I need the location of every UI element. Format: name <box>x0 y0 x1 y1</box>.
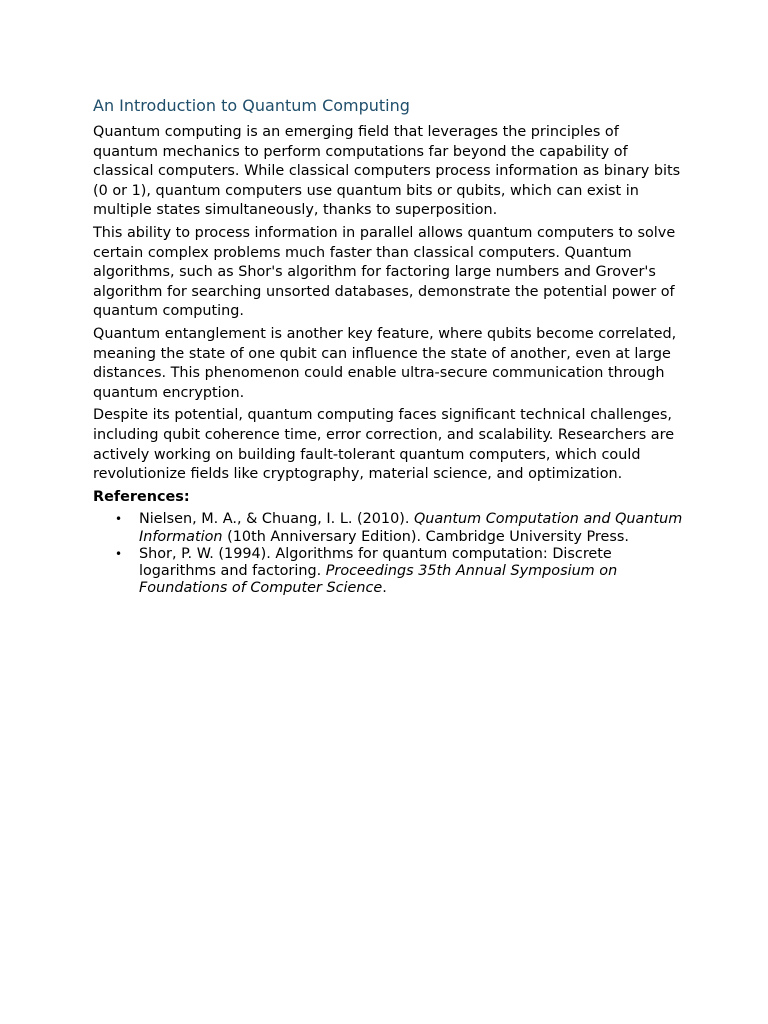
paragraph-4: Despite its potential, quantum computing faces significant technical challenges, including qubit coherence time, error correction, and scalability. Researchers are actively working on building fault-tolerant quantum computers, which could revolutionize fields like cryptography, material science, and optimization. <box>93 407 675 483</box>
bullet-icon: • <box>115 546 123 561</box>
paragraph-1: Quantum computing is an emerging field that leverages the principles of quantum mechanics to perform computations far beyond the capability of classical computers. While classical computers process information as binary bits (0 or 1), quantum computers use quantum bits or qubits, which can exist in multiple states simultaneously, thanks to superposition. <box>93 124 681 219</box>
reference-prefix: Nielsen, M. A., & Chuang, I. L. (2010). <box>139 511 414 528</box>
references-list <box>93 511 683 597</box>
paragraph-2: This ability to process information in parallel allows quantum computers to solve certain complex problems much faster than classical computers. Quantum algorithms, such as Shor's algorithm for factoring large numbers and Grover's algorithm for searching unsorted databases, demonstrate the potential power of quantum computing. <box>93 224 676 320</box>
reference-title: Proceedings 35th Annual Symposium on Foundations of Computer Science <box>139 563 618 597</box>
document-title: An Introduction to Quantum Computing <box>93 96 410 115</box>
reference-prefix: Shor, P. W. (1994). Algorithms for quantum computation: Discrete logarithms and factoring. <box>139 545 612 580</box>
references-heading: References: <box>93 488 190 505</box>
reference-item <box>93 546 683 598</box>
reference-suffix: . <box>382 580 387 597</box>
paragraph-3: Quantum entanglement is another key feature, where qubits become correlated, meaning the state of one qubit can influence the state of another, even at large distances. This phenomenon could enable ultra-secure communication through quantum encryption. <box>93 325 677 401</box>
bullet-icon: • <box>115 512 123 527</box>
reference-item <box>93 511 683 546</box>
reference-suffix: (10th Anniversary Edition). Cambridge University Press. <box>222 528 629 545</box>
document-page <box>93 95 683 598</box>
reference-title: Quantum Computation and Quantum Information <box>139 511 683 545</box>
